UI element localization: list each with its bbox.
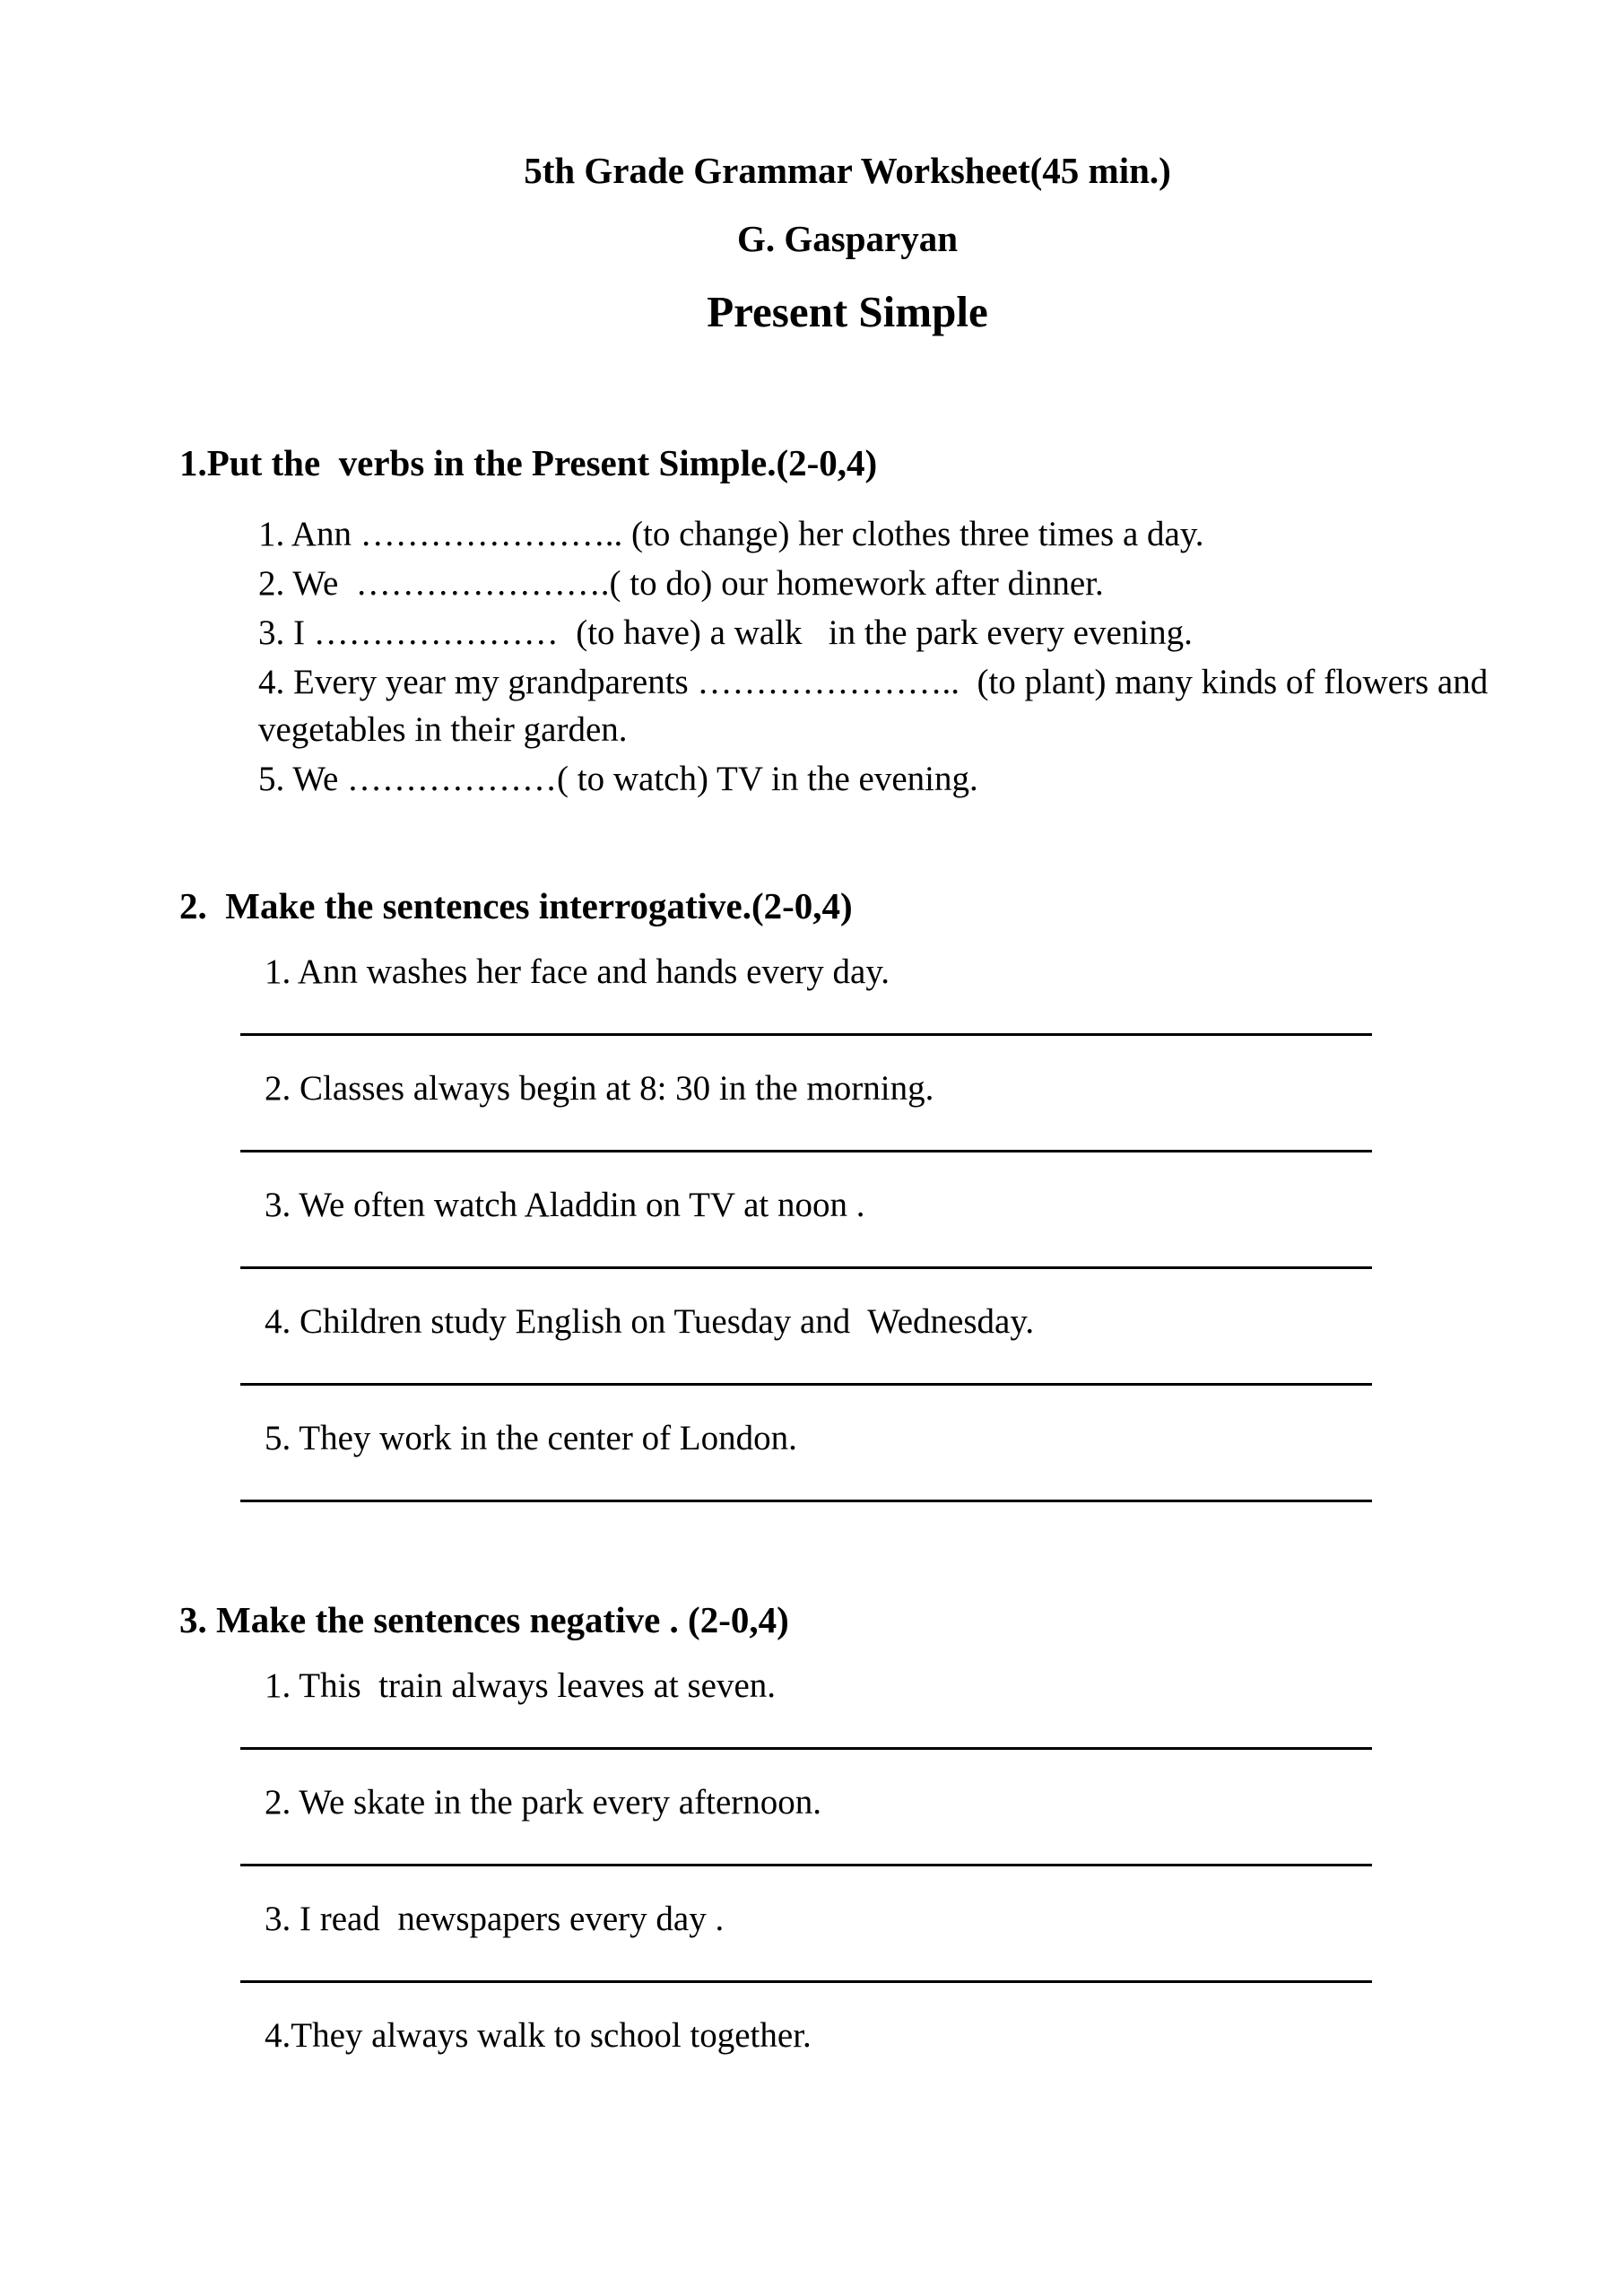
exercise-1 (179, 439, 1515, 803)
exercise-1-item-3: 3. I ………………… (to have) a walk in the park every evening. (258, 613, 1193, 652)
answer-line (240, 1266, 1372, 1269)
answer-line (240, 1150, 1372, 1152)
page-title: 5th Grade Grammar Worksheet(45 min.) (524, 150, 1171, 191)
answer-line (240, 1747, 1372, 1750)
exercise-3-item-3: 3. I read newspapers every day . (265, 1900, 725, 1938)
answer-line (240, 1500, 1372, 1502)
exercise-2-item-4: 4. Children study English on Tuesday and Wednesday. (265, 1302, 1035, 1341)
exercise-1-items (258, 510, 1515, 803)
answer-line (240, 1033, 1372, 1036)
exercise-2-items (179, 948, 1515, 1502)
answer-line (240, 1383, 1372, 1386)
exercise-1-item-5: 5. We ………………( to watch) TV in the evening. (258, 760, 978, 798)
exercise-3-item-4: 4.They always walk to school together. (265, 2016, 812, 2055)
answer-line (240, 1864, 1372, 1866)
exercise-1-heading: 1.Put the verbs in the Present Simple.(2-0,4) (179, 442, 878, 483)
author-name: G. Gasparyan (736, 218, 959, 259)
exercise-2-item-2: 2. Classes always begin at 8: 30 in the morning. (265, 1069, 934, 1108)
document-header (179, 148, 1515, 338)
exercise-2-item-1: 1. Ann washes her face and hands every day. (265, 952, 890, 991)
exercise-2-item-5: 5. They work in the center of London. (265, 1419, 797, 1457)
exercise-2-item-3: 3. We often watch Aladdin on TV at noon . (265, 1186, 865, 1224)
answer-line (240, 1980, 1372, 1983)
exercise-1-item-4: 4. Every year my grandparents ………………….. (to plant) many kinds of flowers and vegetables in their garden. (258, 663, 1497, 749)
exercise-3-item-1: 1. This train always leaves at seven. (265, 1666, 777, 1705)
exercise-3 (179, 1596, 1515, 2059)
exercise-3-heading: 3. Make the sentences negative . (2-0,4) (179, 1599, 789, 1640)
exercise-2 (179, 882, 1515, 1502)
document-subtitle: Present Simple (707, 287, 988, 336)
exercise-1-item-2: 2. We ………………….( to do) our homework after dinner. (258, 564, 1104, 603)
exercise-2-heading: 2. Make the sentences interrogative.(2-0,4) (179, 885, 853, 926)
exercise-1-item-1: 1. Ann ………………….. (to change) her clothes three times a day. (258, 515, 1204, 553)
exercise-3-item-2: 2. We skate in the park every afternoon. (265, 1783, 821, 1822)
exercise-3-items (179, 1662, 1515, 2059)
